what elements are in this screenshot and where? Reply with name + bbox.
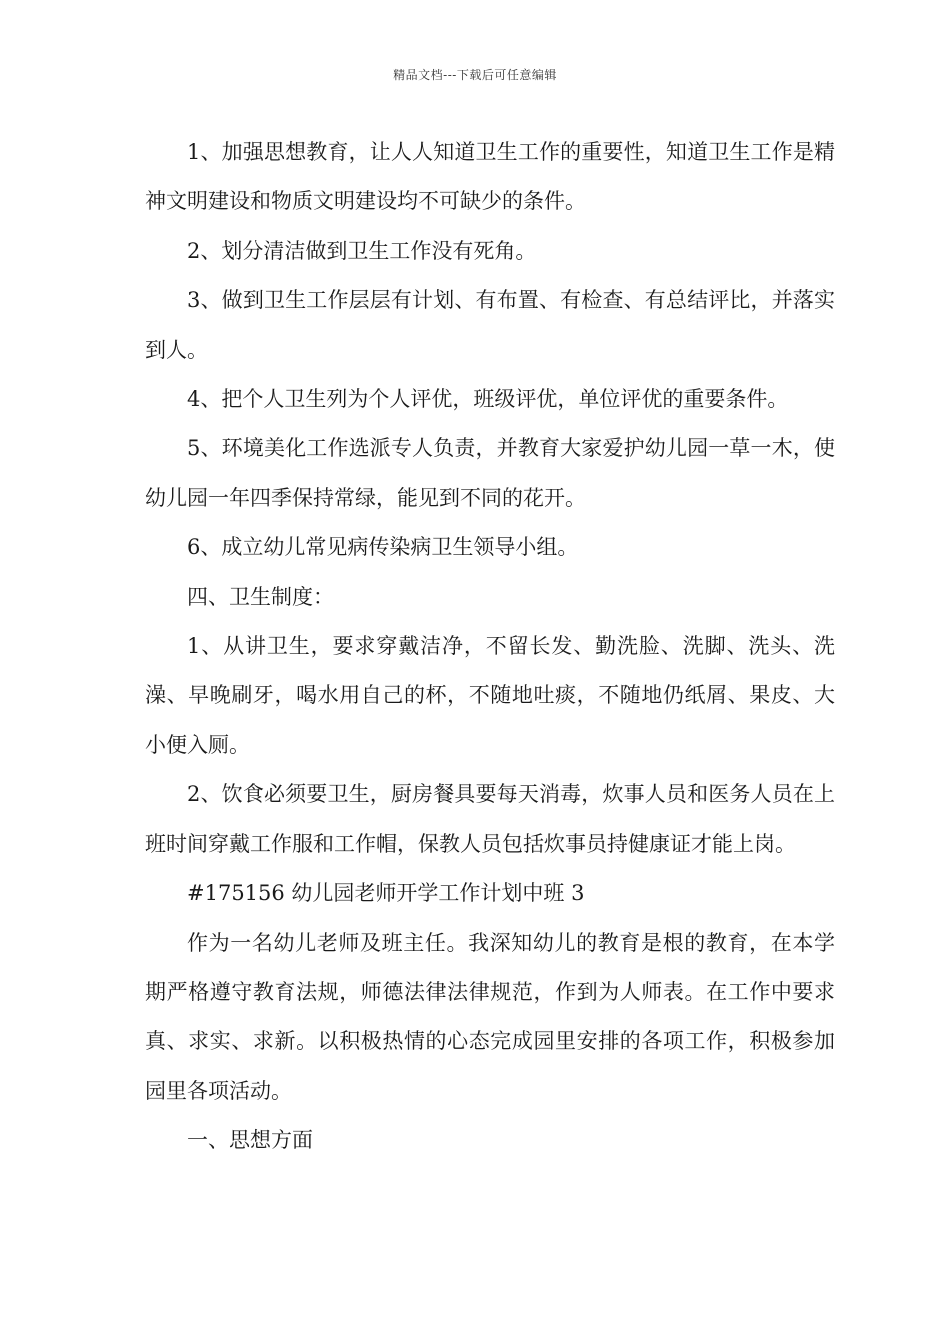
intro-paragraph: 作为一名幼儿老师及班主任。我深知幼儿的教育是根的教育，在本学期严格遵守教育法规，师德法律法律规范，作到为人师表。在工作中要求真、求实、求新。以积极热情的心态完成园里安排的各项工作，积极参加园里各项活动。: [145, 930, 835, 1103]
rule-item-1: 1、从讲卫生，要求穿戴洁净，不留长发、勤洗脸、洗脚、洗头、洗澡、早晚刷牙，喝水用自己的杯，不随地吐痰，不随地仍纸屑、果皮、大小便入厕。: [145, 634, 835, 757]
paragraph-item-4: 4、把个人卫生列为个人评优，班级评优，单位评优的重要条件。: [187, 387, 789, 412]
page-header: 精品文档---下载后可任意编辑: [393, 68, 557, 82]
paragraph-item-6: 6、成立幼儿常见病传染病卫生领导小组。: [187, 535, 579, 560]
paragraph-item-1: 1、加强思想教育，让人人知道卫生工作的重要性，知道卫生工作是精神文明建设和物质文明建设均不可缺少的条件。: [145, 140, 835, 214]
paragraph-item-5: 5、环境美化工作选派专人负责，并教育大家爱护幼儿园一草一木，使幼儿园一年四季保持常绿，能见到不同的花开。: [145, 436, 835, 510]
paragraph-item-2: 2、划分清洁做到卫生工作没有死角。: [187, 238, 537, 263]
document-title: #175156 幼儿园老师开学工作计划中班 3: [187, 881, 585, 906]
document-body: [145, 128, 835, 1166]
paragraph-item-3: 3、做到卫生工作层层有计划、有布置、有检查、有总结评比，并落实到人。: [145, 288, 835, 362]
section-heading-thought: 一、思想方面: [187, 1128, 313, 1153]
rule-item-2: 2、饮食必须要卫生，厨房餐具要每天消毒，炊事人员和医务人员在上班时间穿戴工作服和工作帽，保教人员包括炊事员持健康证才能上岗。: [145, 782, 835, 856]
section-heading-hygiene-rules: 四、卫生制度：: [187, 584, 334, 609]
